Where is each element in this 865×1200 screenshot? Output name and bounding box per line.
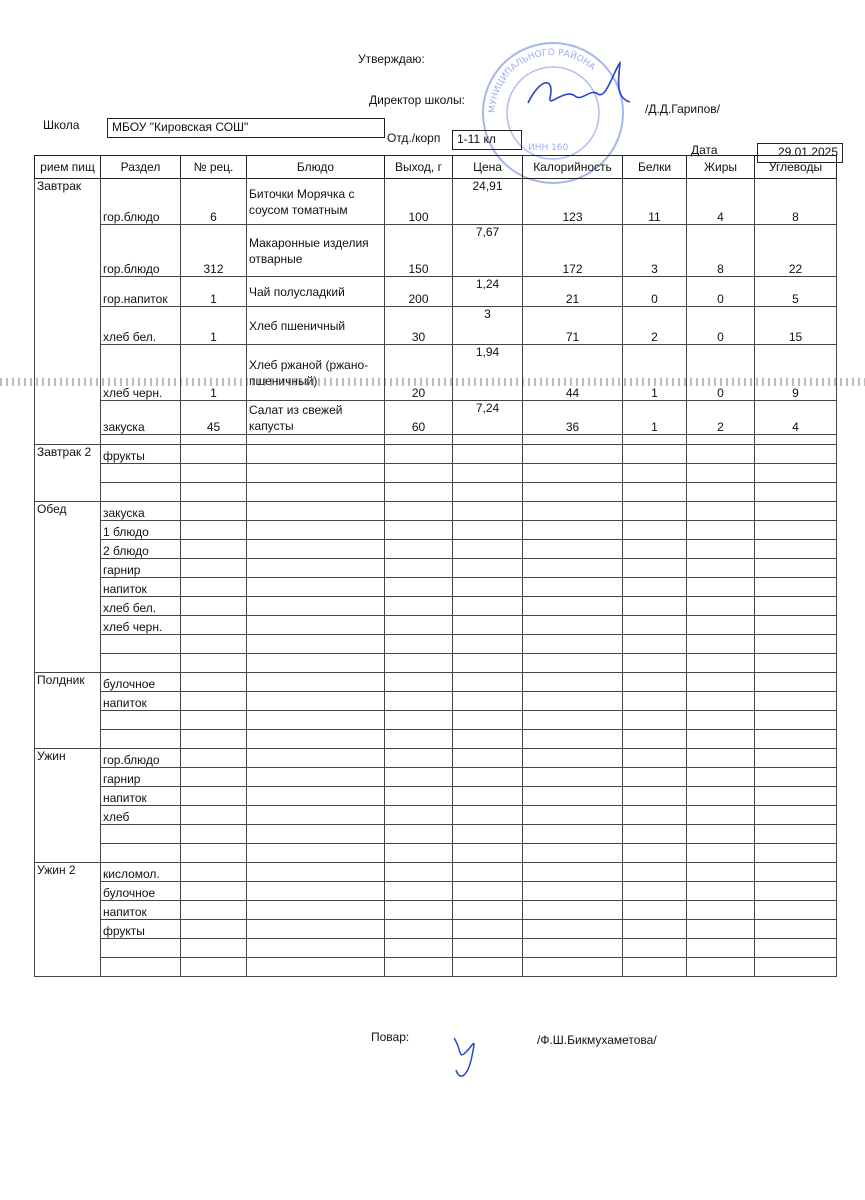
- section-cell: напиток: [101, 578, 181, 597]
- recipe-cell: 6: [181, 179, 247, 225]
- dept-value: 1-11 кл: [452, 130, 522, 150]
- table-row: [35, 225, 837, 277]
- date-label: Дата: [691, 143, 718, 157]
- carbs-cell: 4: [755, 401, 837, 435]
- table-row: [35, 597, 837, 616]
- table-row: [35, 179, 837, 225]
- fat-cell: 8: [687, 225, 755, 277]
- protein-cell: 3: [623, 225, 687, 277]
- col-recipe: № рец.: [181, 156, 247, 179]
- section-cell: хлеб черн.: [101, 616, 181, 635]
- protein-cell: 11: [623, 179, 687, 225]
- meal-label: Завтрак 2: [35, 445, 101, 502]
- approve-label: Утверждаю:: [358, 52, 425, 66]
- table-row: [35, 578, 837, 597]
- table-row: [35, 939, 837, 958]
- yield-cell: 20: [385, 345, 453, 401]
- col-carbs: Углеводы: [755, 156, 837, 179]
- section-cell: напиток: [101, 692, 181, 711]
- recipe-cell: 1: [181, 345, 247, 401]
- fat-cell: 0: [687, 277, 755, 307]
- calories-cell: 36: [523, 401, 623, 435]
- col-protein: Белки: [623, 156, 687, 179]
- table-row: [35, 616, 837, 635]
- recipe-cell: 45: [181, 401, 247, 435]
- section-cell: хлеб бел.: [101, 597, 181, 616]
- table-row: [35, 654, 837, 673]
- yield-cell: 60: [385, 401, 453, 435]
- col-section: Раздел: [101, 156, 181, 179]
- fat-cell: 0: [687, 307, 755, 345]
- table-row: [35, 882, 837, 901]
- meal-label: Обед: [35, 502, 101, 673]
- col-calories: Калорийность: [523, 156, 623, 179]
- cook-name: /Ф.Ш.Бикмухаметова/: [537, 1033, 657, 1047]
- meal-label: Завтрак: [35, 179, 101, 445]
- price-cell: 1,24: [453, 277, 523, 307]
- carbs-cell: 5: [755, 277, 837, 307]
- table-row: [35, 730, 837, 749]
- section-cell: напиток: [101, 901, 181, 920]
- section-cell: закуска: [101, 401, 181, 435]
- fat-cell: 2: [687, 401, 755, 435]
- meal-blocks: [35, 445, 837, 977]
- table-row: [35, 711, 837, 730]
- date-value: 29.01.2025: [757, 143, 843, 163]
- section-cell: гор.блюдо: [101, 225, 181, 277]
- section-cell: гарнир: [101, 768, 181, 787]
- table-row: [35, 825, 837, 844]
- fat-cell: 0: [687, 345, 755, 401]
- calories-cell: 71: [523, 307, 623, 345]
- yield-cell: 100: [385, 179, 453, 225]
- col-yield: Выход, г: [385, 156, 453, 179]
- meal-label: Полдник: [35, 673, 101, 749]
- section-cell: напиток: [101, 787, 181, 806]
- col-fat: Жиры: [687, 156, 755, 179]
- table-row: [35, 863, 837, 882]
- table-row: [35, 692, 837, 711]
- protein-cell: 1: [623, 401, 687, 435]
- calories-cell: 123: [523, 179, 623, 225]
- recipe-cell: 312: [181, 225, 247, 277]
- carbs-cell: 22: [755, 225, 837, 277]
- table-row: [35, 901, 837, 920]
- dish-cell: Хлеб ржаной (ржано-пшеничный): [247, 345, 385, 401]
- price-cell: 1,94: [453, 345, 523, 401]
- stamp-id-text: ИНН 160: [528, 143, 569, 153]
- section-cell: хлеб черн.: [101, 345, 181, 401]
- dept-label: Отд./корп: [387, 131, 441, 145]
- col-dish: Блюдо: [247, 156, 385, 179]
- dish-cell: Салат из свежей капусты: [247, 401, 385, 435]
- calories-cell: 21: [523, 277, 623, 307]
- recipe-cell: 1: [181, 307, 247, 345]
- table-row: [35, 749, 837, 768]
- yield-cell: 150: [385, 225, 453, 277]
- table-row: [35, 768, 837, 787]
- table-row: [35, 435, 837, 445]
- section-cell: хлеб бел.: [101, 307, 181, 345]
- section-cell: хлеб: [101, 806, 181, 825]
- school-label: Школа: [43, 118, 80, 132]
- cook-signature: [448, 1030, 488, 1086]
- table-row: [35, 401, 837, 435]
- table-row: [35, 502, 837, 521]
- table-row: [35, 540, 837, 559]
- table-row: [35, 464, 837, 483]
- recipe-cell: 1: [181, 277, 247, 307]
- table-header-row: [35, 156, 837, 179]
- fat-cell: 4: [687, 179, 755, 225]
- table-row: [35, 635, 837, 654]
- section-cell: булочное: [101, 882, 181, 901]
- section-cell: гор.блюдо: [101, 179, 181, 225]
- table-row: [35, 806, 837, 825]
- yield-cell: 30: [385, 307, 453, 345]
- director-signature: [520, 58, 640, 118]
- protein-cell: 0: [623, 277, 687, 307]
- price-cell: 7,24: [453, 401, 523, 435]
- table-row: [35, 673, 837, 692]
- price-cell: 3: [453, 307, 523, 345]
- protein-cell: 2: [623, 307, 687, 345]
- director-name: /Д.Д.Гарипов/: [645, 102, 721, 116]
- school-value: МБОУ "Кировская СОШ": [107, 118, 385, 138]
- yield-cell: 200: [385, 277, 453, 307]
- section-cell: гор.напиток: [101, 277, 181, 307]
- section-cell: 2 блюдо: [101, 540, 181, 559]
- director-label: Директор школы:: [369, 93, 465, 107]
- carbs-cell: 15: [755, 307, 837, 345]
- table-row: [35, 483, 837, 502]
- carbs-cell: 9: [755, 345, 837, 401]
- stamp-ring-text: МУНИЦИПАЛЬНОГО РАЙОНА: [487, 47, 597, 114]
- menu-table: [34, 155, 837, 977]
- section-cell: фрукты: [101, 920, 181, 939]
- dish-cell: Хлеб пшеничный: [247, 307, 385, 345]
- calories-cell: 44: [523, 345, 623, 401]
- protein-cell: 1: [623, 345, 687, 401]
- table-row: [35, 307, 837, 345]
- col-price: Цена: [453, 156, 523, 179]
- dish-cell: Чай полусладкий: [247, 277, 385, 307]
- section-cell: фрукты: [101, 445, 181, 464]
- price-cell: 7,67: [453, 225, 523, 277]
- table-row: [35, 920, 837, 939]
- dish-cell: Биточки Морячка с соусом томатным: [247, 179, 385, 225]
- table-row: [35, 277, 837, 307]
- meal-label: Ужин: [35, 749, 101, 863]
- meal-label: Ужин 2: [35, 863, 101, 977]
- section-cell: 1 блюдо: [101, 521, 181, 540]
- table-row: [35, 844, 837, 863]
- table-row: [35, 345, 837, 401]
- calories-cell: 172: [523, 225, 623, 277]
- section-cell: гор.блюдо: [101, 749, 181, 768]
- section-cell: гарнир: [101, 559, 181, 578]
- table-row: [35, 559, 837, 578]
- section-cell: закуска: [101, 502, 181, 521]
- dish-cell: Макаронные изделия отварные: [247, 225, 385, 277]
- section-cell: кисломол.: [101, 863, 181, 882]
- cook-label: Повар:: [371, 1030, 410, 1044]
- carbs-cell: 8: [755, 179, 837, 225]
- table-row: [35, 521, 837, 540]
- col-meal: рием пищ: [35, 156, 101, 179]
- table-row: [35, 445, 837, 464]
- section-cell: булочное: [101, 673, 181, 692]
- price-cell: 24,91: [453, 179, 523, 225]
- table-row: [35, 787, 837, 806]
- table-row: [35, 958, 837, 977]
